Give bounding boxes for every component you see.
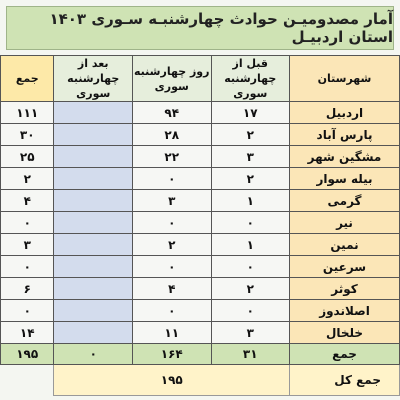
table-row bbox=[1, 124, 400, 146]
cell-sum: ۳۰ bbox=[1, 124, 54, 146]
cell-day: ۳ bbox=[132, 190, 211, 212]
cell-day: ۲۸ bbox=[132, 124, 211, 146]
cell-city: بیله سوار bbox=[290, 168, 400, 190]
cell-city: اردبیل bbox=[290, 102, 400, 124]
cell-sum: ۰ bbox=[1, 256, 54, 278]
cell-after bbox=[54, 256, 133, 278]
total-day: ۱۶۴ bbox=[132, 344, 211, 365]
total-label: جمع bbox=[290, 344, 400, 365]
cell-sum: ۳ bbox=[1, 234, 54, 256]
header-city: شهرستان bbox=[290, 56, 400, 102]
table-row bbox=[1, 278, 400, 300]
table-row bbox=[1, 300, 400, 322]
cell-before: ۰ bbox=[211, 212, 290, 234]
cell-after bbox=[54, 212, 133, 234]
cell-after bbox=[54, 190, 133, 212]
cell-city: نمین bbox=[290, 234, 400, 256]
cell-sum: ۶ bbox=[1, 278, 54, 300]
cell-city: نیر bbox=[290, 212, 400, 234]
cell-before: ۱۷ bbox=[211, 102, 290, 124]
cell-after bbox=[54, 278, 133, 300]
table-row bbox=[1, 256, 400, 278]
table-row bbox=[1, 190, 400, 212]
cell-day: ۰ bbox=[132, 168, 211, 190]
cell-after bbox=[54, 102, 133, 124]
cell-before: ۳ bbox=[211, 322, 290, 344]
injuries-table bbox=[0, 55, 400, 396]
cell-sum: ۱۱۱ bbox=[1, 102, 54, 124]
cell-before: ۱ bbox=[211, 234, 290, 256]
total-before: ۳۱ bbox=[211, 344, 290, 365]
cell-sum: ۱۴ bbox=[1, 322, 54, 344]
cell-city: کوثر bbox=[290, 278, 400, 300]
grand-total-label: جمع کل bbox=[290, 365, 400, 396]
cell-city: اصلاندوز bbox=[290, 300, 400, 322]
header-after: بعد از چهارشنبه سوری bbox=[54, 56, 133, 102]
page-title: آمار مصدومیـن حوادث چهارشنبـه سـوری ۱۴۰۳ استان اردبیـل bbox=[6, 6, 394, 50]
table-row bbox=[1, 146, 400, 168]
header-before: قبل از چهارشنبه سوری bbox=[211, 56, 290, 102]
cell-day: ۴ bbox=[132, 278, 211, 300]
cell-city: خلخال bbox=[290, 322, 400, 344]
table-row bbox=[1, 234, 400, 256]
cell-after bbox=[54, 124, 133, 146]
cell-day: ۰ bbox=[132, 256, 211, 278]
cell-city: پارس آباد bbox=[290, 124, 400, 146]
cell-before: ۱ bbox=[211, 190, 290, 212]
cell-before: ۲ bbox=[211, 278, 290, 300]
cell-sum: ۴ bbox=[1, 190, 54, 212]
cell-after bbox=[54, 234, 133, 256]
cell-sum: ۲ bbox=[1, 168, 54, 190]
cell-after bbox=[54, 146, 133, 168]
cell-sum: ۲۵ bbox=[1, 146, 54, 168]
table-row bbox=[1, 168, 400, 190]
cell-day: ۱۱ bbox=[132, 322, 211, 344]
cell-before: ۲ bbox=[211, 168, 290, 190]
total-sum: ۱۹۵ bbox=[1, 344, 54, 365]
cell-before: ۰ bbox=[211, 300, 290, 322]
cell-before: ۰ bbox=[211, 256, 290, 278]
cell-city: گرمی bbox=[290, 190, 400, 212]
cell-day: ۰ bbox=[132, 212, 211, 234]
cell-after bbox=[54, 300, 133, 322]
header-sum: جمع bbox=[1, 56, 54, 102]
cell-city: مشگین شهر bbox=[290, 146, 400, 168]
table-row bbox=[1, 322, 400, 344]
total-after: ۰ bbox=[54, 344, 133, 365]
cell-after bbox=[54, 168, 133, 190]
cell-day: ۰ bbox=[132, 300, 211, 322]
total-row bbox=[1, 344, 400, 365]
cell-sum: ۰ bbox=[1, 212, 54, 234]
cell-before: ۳ bbox=[211, 146, 290, 168]
cell-after bbox=[54, 322, 133, 344]
header-day: روز چهارشنبه سوری bbox=[132, 56, 211, 102]
cell-city: سرعین bbox=[290, 256, 400, 278]
cell-day: ۲ bbox=[132, 234, 211, 256]
cell-before: ۲ bbox=[211, 124, 290, 146]
table-row bbox=[1, 212, 400, 234]
table-row bbox=[1, 102, 400, 124]
cell-day: ۲۲ bbox=[132, 146, 211, 168]
grand-total-value: ۱۹۵ bbox=[54, 365, 290, 396]
header-row bbox=[1, 56, 400, 102]
blank-cell bbox=[1, 365, 54, 396]
cell-sum: ۰ bbox=[1, 300, 54, 322]
cell-day: ۹۴ bbox=[132, 102, 211, 124]
grand-total-row bbox=[1, 365, 400, 396]
